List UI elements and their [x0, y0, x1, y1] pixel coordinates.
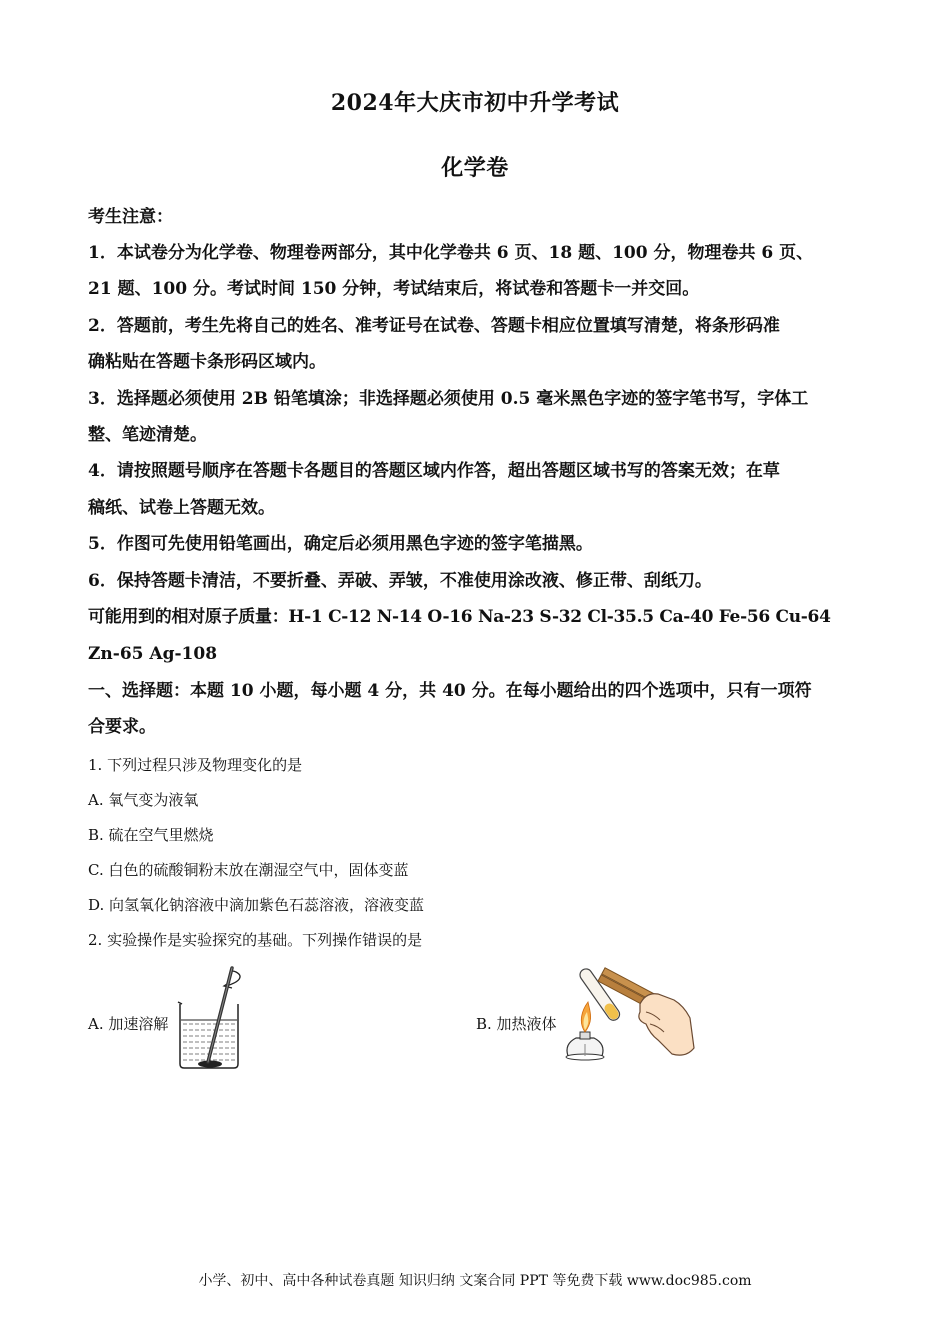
question-option: A. 氧气变为液氧 [88, 791, 199, 809]
question-stem: 1. 下列过程只涉及物理变化的是 [88, 756, 303, 774]
beaker-stirring-figure [174, 964, 252, 1074]
page-subtitle: 化学卷 [441, 155, 509, 181]
question-option: C. 白色的硫酸铜粉末放在潮湿空气中，固体变蓝 [88, 861, 409, 879]
notice-line: 5．作图可先使用铅笔画出，确定后必须用黑色字迹的签字笔描黑。 [88, 534, 593, 554]
notice-line: 整、笔迹清楚。 [88, 425, 207, 445]
question-stem: 2. 实验操作是实验探究的基础。下列操作错误的是 [88, 931, 423, 949]
atomic-mass-line: 可能用到的相对原子质量：H-1 C-12 N-14 O-16 Na-23 S-32 Cl-35.5 Ca-40 Fe-56 Cu-64 [88, 607, 831, 627]
notice-heading: 考生注意： [88, 207, 173, 227]
question-option: A. 加速溶解 [88, 1015, 169, 1033]
section-heading: 合要求。 [88, 717, 156, 737]
atomic-mass-line: Zn-65 Ag-108 [88, 644, 218, 664]
notice-line: 4．请按照题号顺序在答题卡各题目的答题区域内作答，超出答题区域书写的答案无效；在草 [88, 461, 780, 481]
notice-line: 21 题、100 分。考试时间 150 分钟，考试结束后，将试卷和答题卡一并交回。 [88, 279, 700, 299]
notice-line: 3．选择题必须使用 2B 铅笔填涂；非选择题必须使用 0.5 毫米黑色字迹的签字笔书写，字体工 [88, 389, 809, 409]
page-title: 2024年大庆市初中升学考试 [330, 90, 620, 116]
notice-line: 确粘贴在答题卡条形码区域内。 [88, 352, 326, 372]
notice-line: 6．保持答题卡清洁，不要折叠、弄破、弄皱，不准使用涂改液、修正带、刮纸刀。 [88, 571, 712, 591]
question-option: B. 加热液体 [476, 1015, 557, 1033]
heating-liquid-figure [554, 960, 698, 1072]
notice-line: 稿纸、试卷上答题无效。 [88, 498, 275, 518]
question-option: D. 向氢氧化钠溶液中滴加紫色石蕊溶液，溶液变蓝 [88, 896, 425, 914]
page-footer: 小学、初中、高中各种试卷真题 知识归纳 文案合同 PPT 等免费下载 www.doc985.com [198, 1273, 752, 1289]
question-option: B. 硫在空气里燃烧 [88, 826, 214, 844]
section-heading: 一、选择题：本题 10 小题，每小题 4 分，共 40 分。在每小题给出的四个选项中，只有一项符 [88, 681, 812, 701]
notice-line: 2．答题前，考生先将自己的姓名、准考证号在试卷、答题卡相应位置填写清楚，将条形码准 [88, 316, 780, 336]
notice-line: 1．本试卷分为化学卷、物理卷两部分，其中化学卷共 6 页、18 题、100 分，物理卷共 6 页、 [88, 243, 814, 263]
